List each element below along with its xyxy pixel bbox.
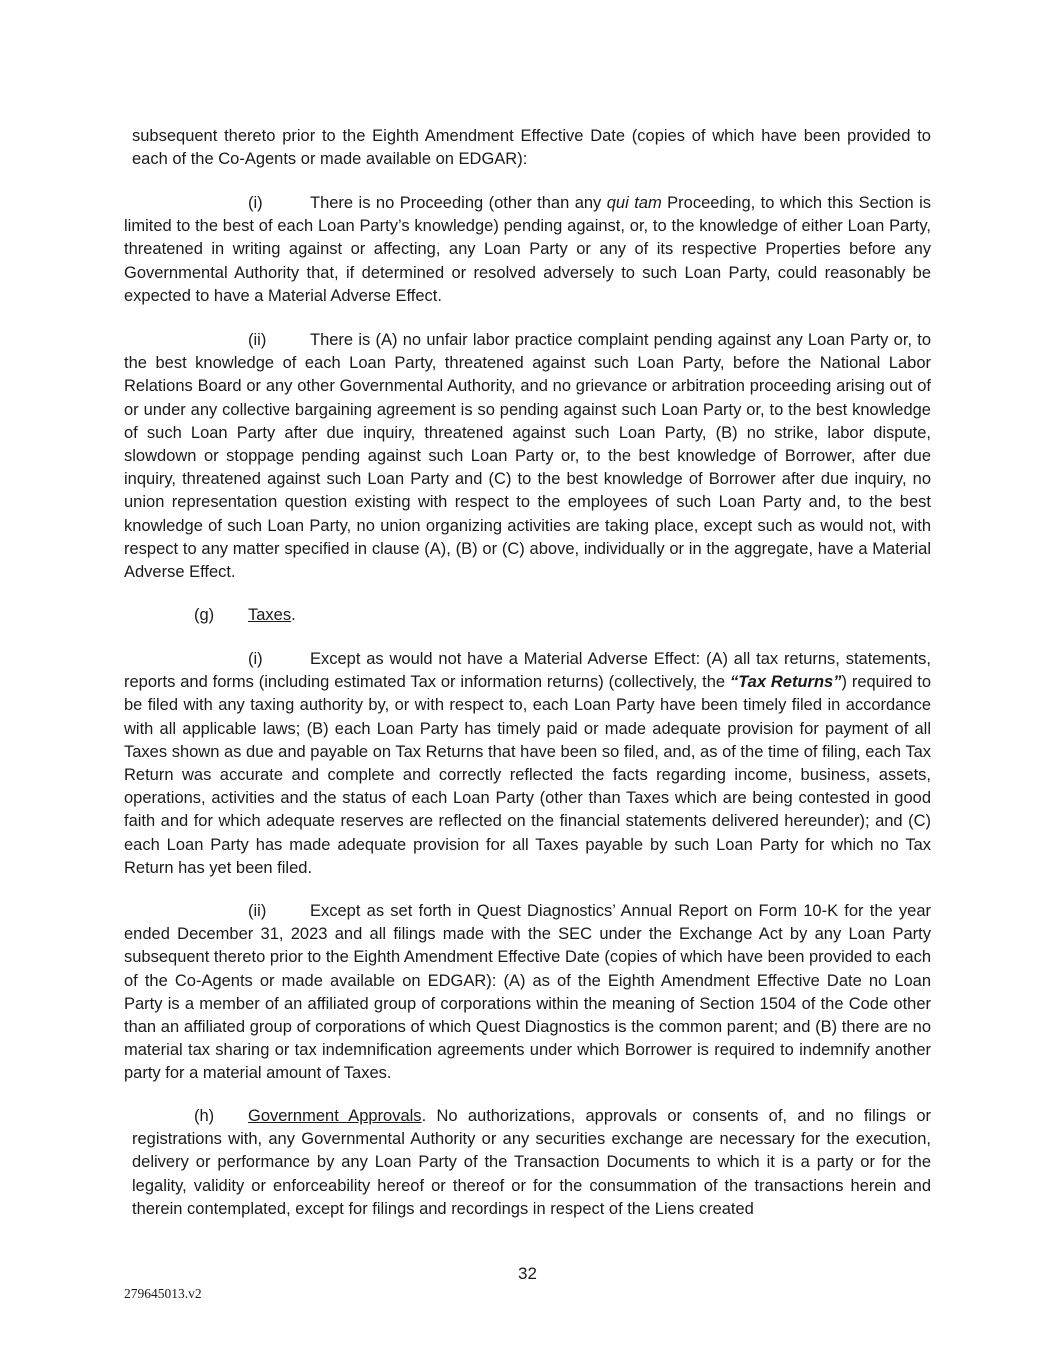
- section-heading: Government Approvals: [248, 1107, 422, 1125]
- section-h: [132, 1105, 931, 1221]
- section-heading: Taxes: [248, 606, 292, 624]
- clause-text: Proceeding, to which this Section is limited to the best of each Loan Party’s knowledge) pending against, or, to the knowledge of either Loan Party, threatened in writing against or affecting, any Loan Party or any of its respective Properties before any Governmental Authority that, if determined or resolved adversely to such Loan Party, could reasonably be expected to have a Material Adverse Effect.: [124, 194, 931, 305]
- intro-paragraph: [132, 125, 931, 171]
- clause-text: There is (A) no unfair labor practice complaint pending against any Loan Party or, to the best knowledge of each Loan Party, threatened against such Loan Party, before the National Labor Relations Board or any other Governmental Authority, and no grievance or arbitration proceeding arising out of or under any collective bargaining agreement is so pending against such Loan Party or, to the best knowledge of such Loan Party after due inquiry, threatened against such Loan Party, (B) no strike, labor dispute, slowdown or stoppage pending against such Loan Party or, to the best knowledge of Borrower, after due inquiry, threatened against such Loan Party and (C) to the best knowledge of Borrower after due inquiry, no union representation question existing with respect to the employees of such Loan Party and, to the best knowledge of such Loan Party, no union organizing activities are taking place, except such as would not, with respect to any matter specified in clause (A), (B) or (C) above, individually or in the aggregate, have a Material Adverse Effect.: [124, 331, 931, 582]
- intro-text: subsequent thereto prior to the Eighth Amendment Effective Date (copies of which have been provided to each of the Co-Agents or made available on EDGAR):: [132, 127, 931, 169]
- clause-text: Except as would not have a Material Adverse Effect: (A) all tax returns, statements, reports and forms (including estimated Tax or information returns) (collectively, the: [124, 650, 931, 692]
- clause-number: (i): [248, 194, 263, 212]
- section-g-heading: [194, 604, 931, 627]
- clause-f-ii: [124, 329, 931, 584]
- clause-text: There is no Proceeding (other than any: [310, 194, 607, 212]
- document-id: 279645013.v2: [124, 1286, 202, 1301]
- clause-g-ii: [124, 900, 931, 1086]
- section-number: (g): [194, 606, 215, 624]
- clause-text: Except as set forth in Quest Diagnostics’ Annual Report on Form 10-K for the year ended December 31, 2023 and all filings made with the SEC under the Exchange Act by any Loan Party subsequent thereto prior to the Eighth Amendment Effective Date (copies of which have been provided to each of the Co-Agents or made available on EDGAR): (A) as of the Eighth Amendment Effective Date no Loan Party is a member of an affiliated group of corporations within the meaning of Section 1504 of the Code other than an affiliated group of corporations of which Quest Diagnostics is the common parent; and (B) there are no material tax sharing or tax indemnification agreements under which Borrower is required to indemnify another party for a material amount of Taxes.: [124, 902, 931, 1083]
- clause-number: (ii): [248, 902, 267, 920]
- clause-g-i: [124, 648, 931, 880]
- section-number: (h): [194, 1107, 215, 1125]
- clause-text: ) required to be filed with any taxing authority by, or with respect to, each Loan Party have been timely filed in accordance with all applicable laws; (B) each Loan Party has timely paid or made adequate provision for payment of all Taxes shown as due and payable on Tax Returns that have been so filed, and, as of the time of filing, each Tax Return was accurate and complete and correctly reflected the facts regarding income, business, assets, operations, activities and the status of each Loan Party (other than Taxes which are being contested in good faith and for which adequate reserves are reflected on the financial statements delivered hereunder); and (C) each Loan Party has made adequate provision for all Taxes payable by such Loan Party for which no Tax Return has yet been filed.: [124, 673, 931, 877]
- page-number: 32: [518, 1264, 537, 1283]
- heading-period: .: [291, 606, 296, 624]
- clause-f-i: [124, 192, 931, 308]
- clause-number: (ii): [248, 331, 267, 349]
- clause-number: (i): [248, 650, 263, 668]
- section-text: . No authorizations, approvals or consents of, and no filings or registrations with, any Governmental Authority or any securities exchange are necessary for the execution, delivery or performance by any Loan Party of the Transaction Documents to which it is a party or for the legality, validity or enforceability hereof or thereof or for the consummation of the transactions herein and therein contemplated, except for filings and recordings in respect of the Liens created: [132, 1107, 931, 1218]
- clause-italic-text: qui tam: [606, 194, 662, 212]
- defined-term: “Tax Returns”: [729, 673, 842, 692]
